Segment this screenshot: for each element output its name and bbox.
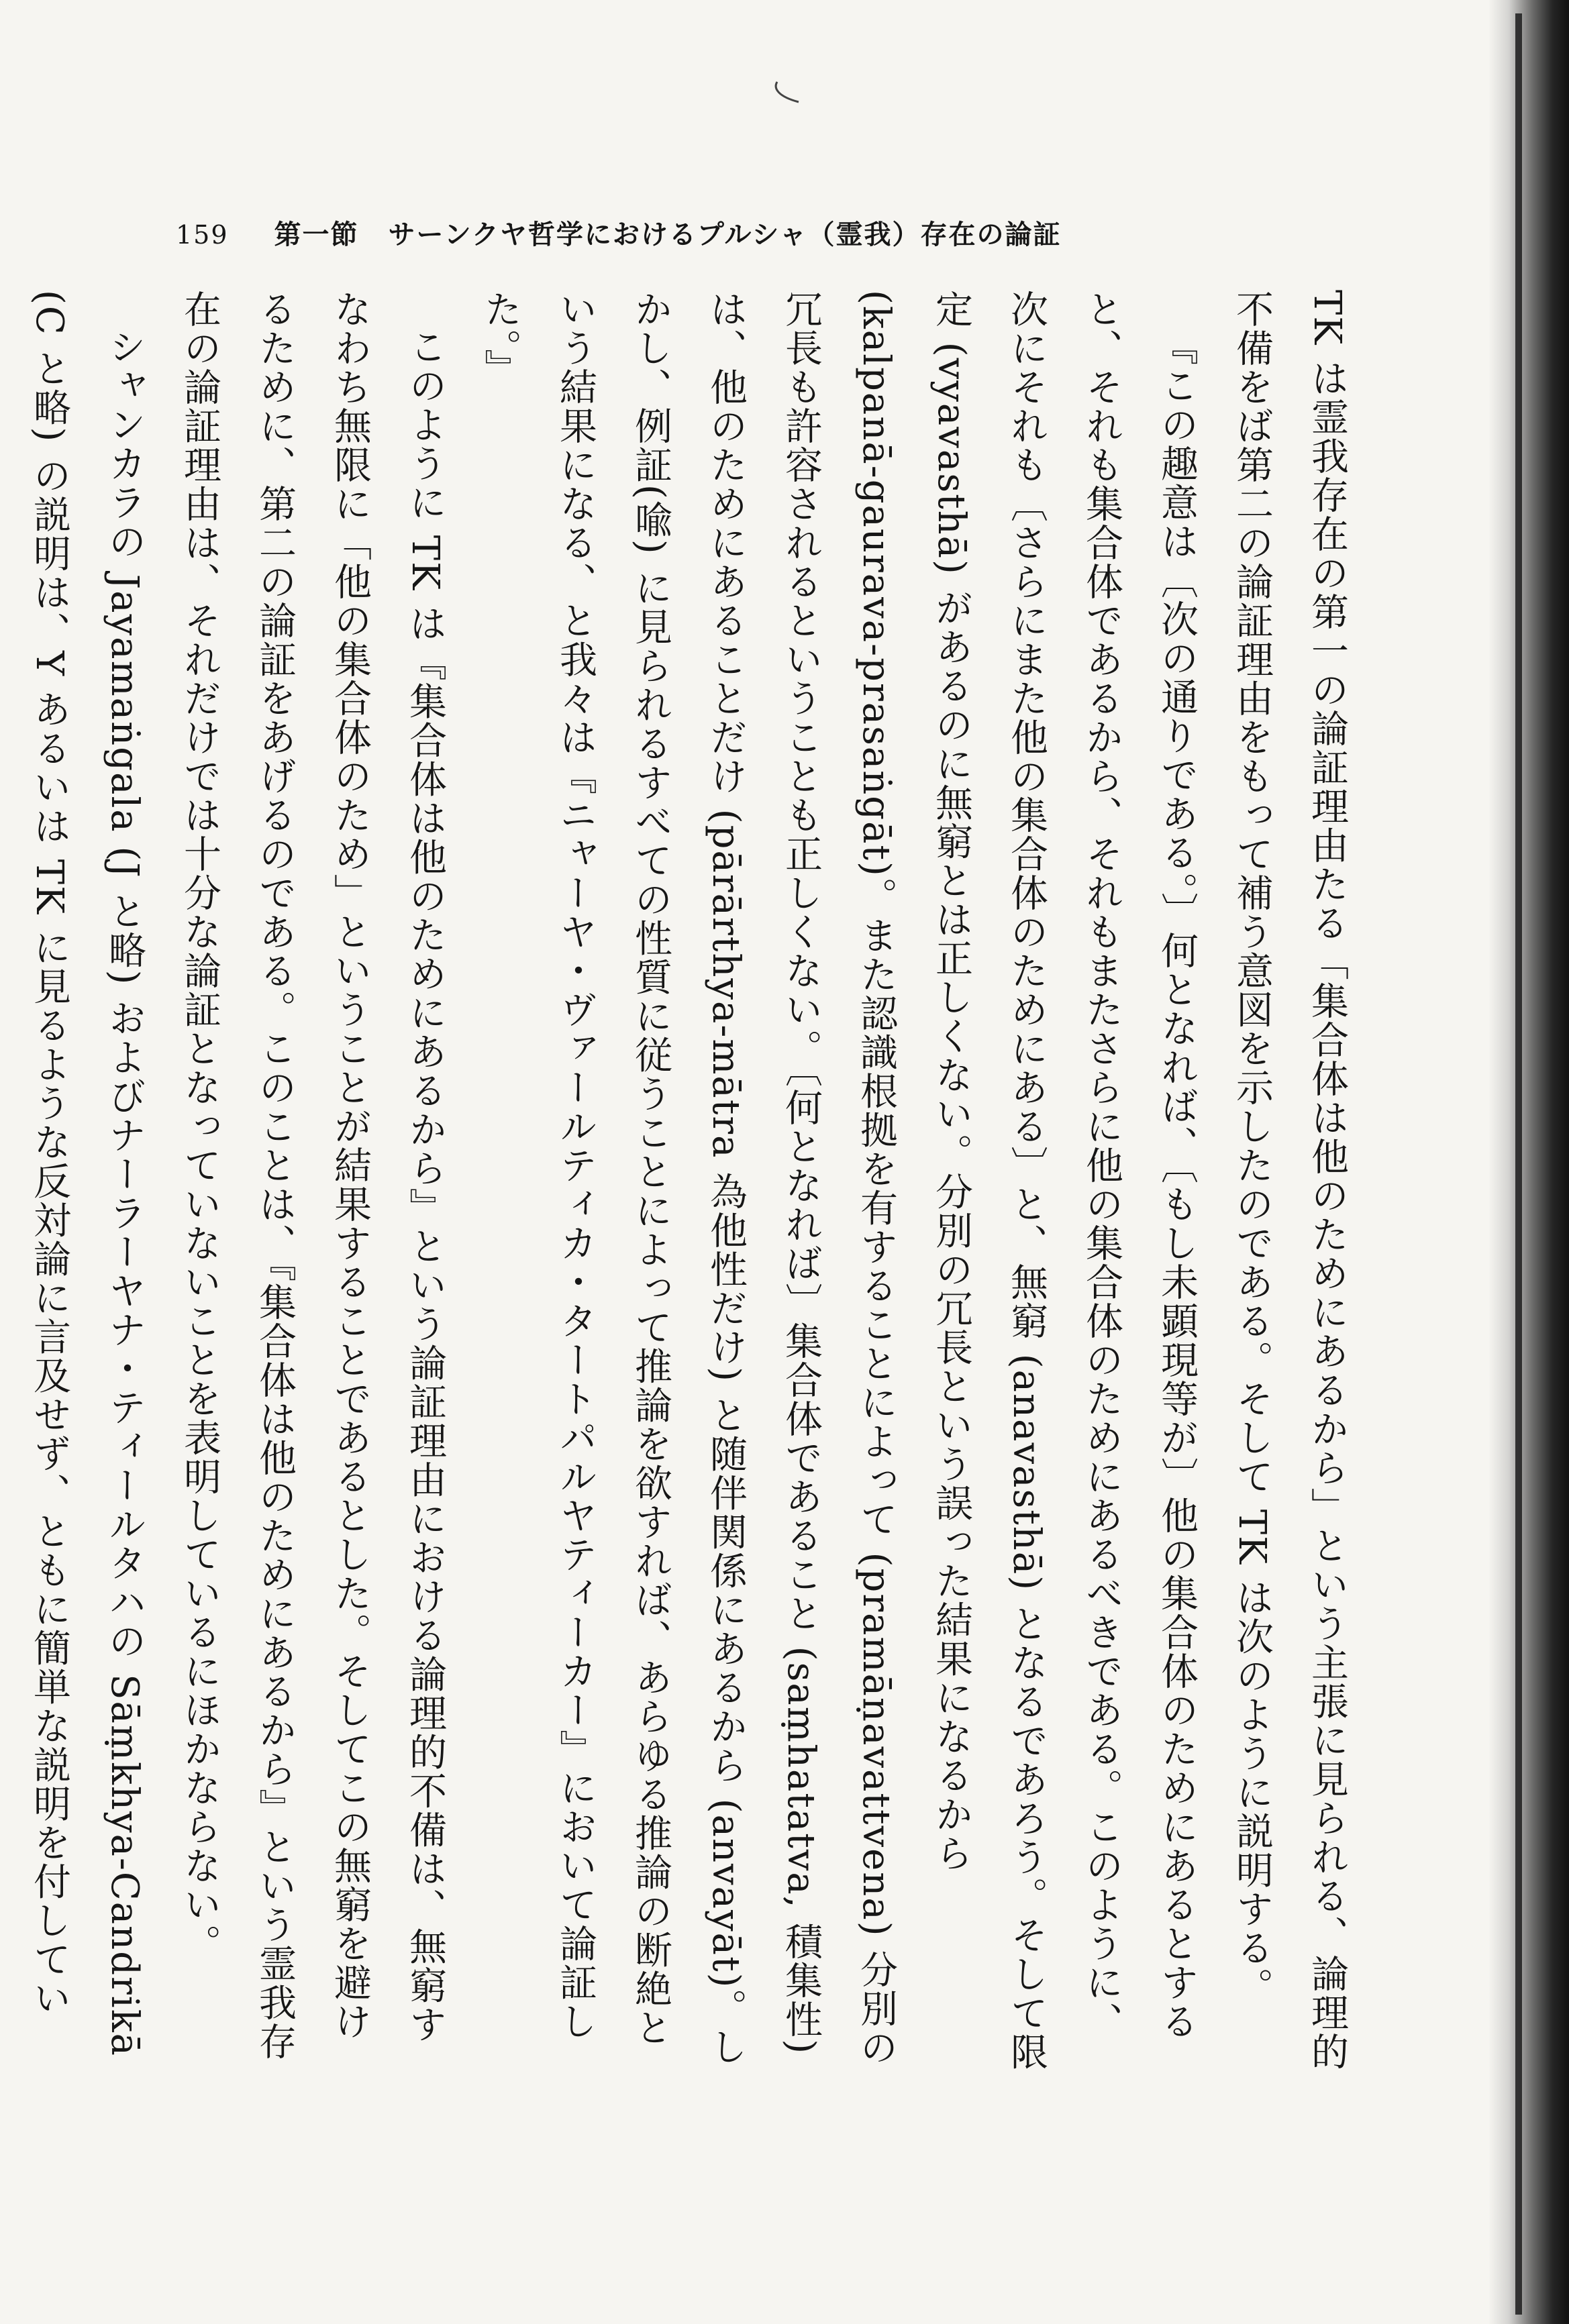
binding-shadow xyxy=(1488,0,1569,2324)
running-header xyxy=(176,213,1062,254)
section-label: 第一節 xyxy=(274,219,359,250)
paragraph-2-quotation: 『この趣意は〔次の通りである。〕何となれば、〔もし未顕現等が〕他の集合体のためにあるとすると、それも集合体であるから、それもまたさらに他の集合体のためにあるべきである。このように、次にそれも〔さらにまた他の集合体のためにある〕と、無窮 (anavasthā) となるであろう。そして限定 (vyavasthā) があるのに無窮とは正しくない。分別の冗長という誤った結果になるから (kalpanā-gaurava-prasaṅgāt)。また認識根拠を有することによって (pramāṇavattvena) 分別の冗長も許容されるということも正しくない。〔何となれば〕集合体であること (saṃhatatva, 積集性) は、他のためにあることだけ (pārārthya-mātra 為他性だけ) と随伴関係にあるから (anvayāt)。しかし、例証(喩) に見られるすべての性質に従うことによって推論を欲すれば、あらゆる推論の断絶という結果になる、と我々は『ニャーヤ・ヴァールティカ・タートパルヤティーカー』において論証した。』 xyxy=(478,290,1199,2072)
stray-pen-mark xyxy=(772,79,803,106)
paragraph-4: シャンカラの Jayamaṅgala (J と略) およびナーラーヤナ・ティールタハの Sāṃkhya-Candrikā (C と略) の説明は、Y あるいは TK に見るような反対論に言及せず、ともに簡単な説明を付してい xyxy=(28,290,146,2058)
paragraph-3: このように TK は『集合体は他のためにあるから』という論証理由における論理的不備は、無窮すなわち無限に「他の集合体のため」ということが結果することであるとした。そしてこの無窮を避けるために、第二の論証をあげるのである。このことは、『集合体は他のためにあるから』という霊我存在の論証理由は、それだけでは十分な論証となっていないことを表明しているにほかならない。 xyxy=(178,290,447,2061)
page-number: 159 xyxy=(176,220,229,250)
binding-edge-line xyxy=(1515,13,1522,2315)
chapter-title: サーンクヤ哲学におけるプルシャ（霊我）存在の論証 xyxy=(388,219,1062,250)
paragraph-1: TK は霊我存在の第一の論証理由たる「集合体は他のためにあるから」という主張に見られる、論理的不備をば第二の論証理由をもって補う意図を示したのである。そして TK は次のように説明する。 xyxy=(1230,290,1349,2071)
vertical-body-text xyxy=(28,290,1364,2074)
